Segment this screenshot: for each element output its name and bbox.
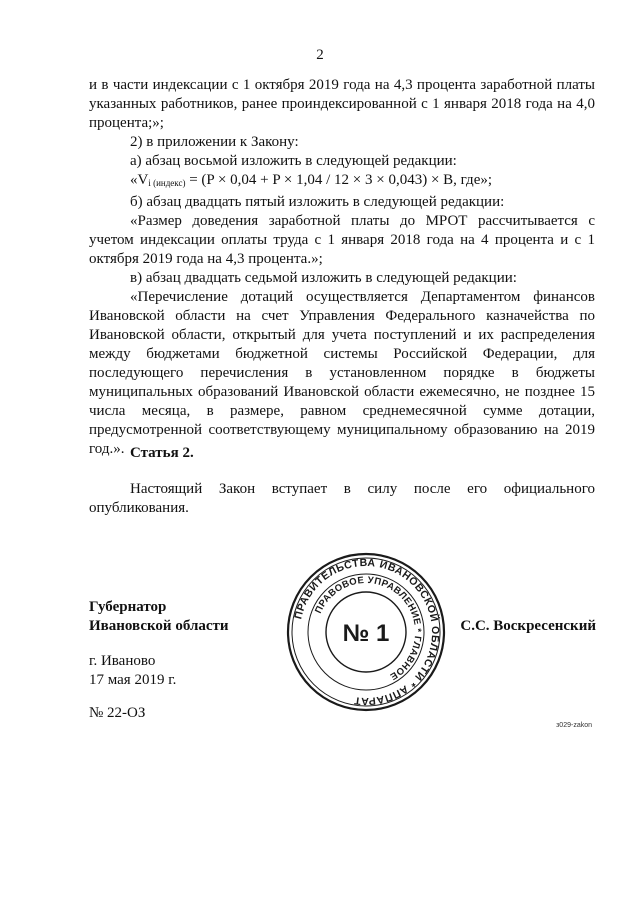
seal-center-number: № 1 <box>342 620 390 647</box>
page-number: 2 <box>316 47 324 63</box>
official-seal-stamp <box>286 552 446 712</box>
article-2-text <box>89 480 595 518</box>
signer-title <box>89 598 229 636</box>
paragraph-subsidy-quote: «Перечисление дотаций осуществляется Департаментом финансов Ивановской области на счет Управления Федерального казначейства по Ивановской области, открытый для учета поступлений и их распределения между бюджетами бюджетной системы Российской Федерации, для последующего перечисления в установленном порядке в бюджеты муниципальных образований Ивановской области ежемесячно, не позднее 15 числа месяца, в размере, равном среднемесячной сумме дотации, предусмотренной соответствующему муниципальному образованию на 2019 год.». <box>89 289 595 457</box>
signer-name: С.С. Воскресенский <box>460 618 596 634</box>
formula-line <box>89 171 595 193</box>
seal-outer-text: ПРАВИТЕЛЬСТВА ИВАНОВСКОЙ ОБЛАСТИ * АППАРАТ <box>292 556 442 708</box>
formula-prefix: «V <box>130 172 149 188</box>
paragraph-appendix: 2) в приложении к Закону: <box>130 134 299 150</box>
paragraph-twenty-fifth-abstract: б) абзац двадцать пятый изложить в следующей редакции: <box>130 194 505 210</box>
paragraph-mrot-quote: «Размер доведения заработной платы до МРОТ рассчитывается с учетом индексации оплаты труда с 1 января 2018 года на 4 процента и с 1 октября 2019 года на 4,3 процента.»; <box>89 213 595 267</box>
paragraph-eighth-abstract: а) абзац восьмой изложить в следующей редакции: <box>130 153 457 169</box>
article-2-line-1: Настоящий Закон вступает в силу после его официального <box>130 481 595 497</box>
law-amendment-text <box>89 76 595 459</box>
signer-title-line-1: Губернатор <box>89 599 167 615</box>
article-2-line-2: опубликования. <box>89 500 189 516</box>
seal-inner-text: ПРАВОВОЕ УПРАВЛЕНИЕ * ГЛАВНОЕ <box>313 574 424 682</box>
law-number: № 22-ОЗ <box>89 705 146 721</box>
formula-subscript: i (индекс) <box>148 178 186 188</box>
document-code: з029-zakon <box>556 722 592 729</box>
paragraph-indexation: и в части индексации с 1 октября 2019 года на 4,3 процента заработной платы указанных работников, ранее проиндексированной с 1 января 2018 года на 4,0 процента;»; <box>89 77 595 131</box>
place-and-date <box>89 652 176 690</box>
article-heading: Статья 2. <box>130 445 194 461</box>
formula-rest: = (P × 0,04 + P × 1,04 / 12 × 3 × 0,043) × B, где»; <box>185 172 493 188</box>
signing-place: г. Иваново <box>89 653 156 669</box>
signer-title-line-2: Ивановской области <box>89 618 229 634</box>
paragraph-twenty-seventh-abstract: в) абзац двадцать седьмой изложить в следующей редакции: <box>130 270 517 286</box>
signing-date: 17 мая 2019 г. <box>89 672 177 688</box>
